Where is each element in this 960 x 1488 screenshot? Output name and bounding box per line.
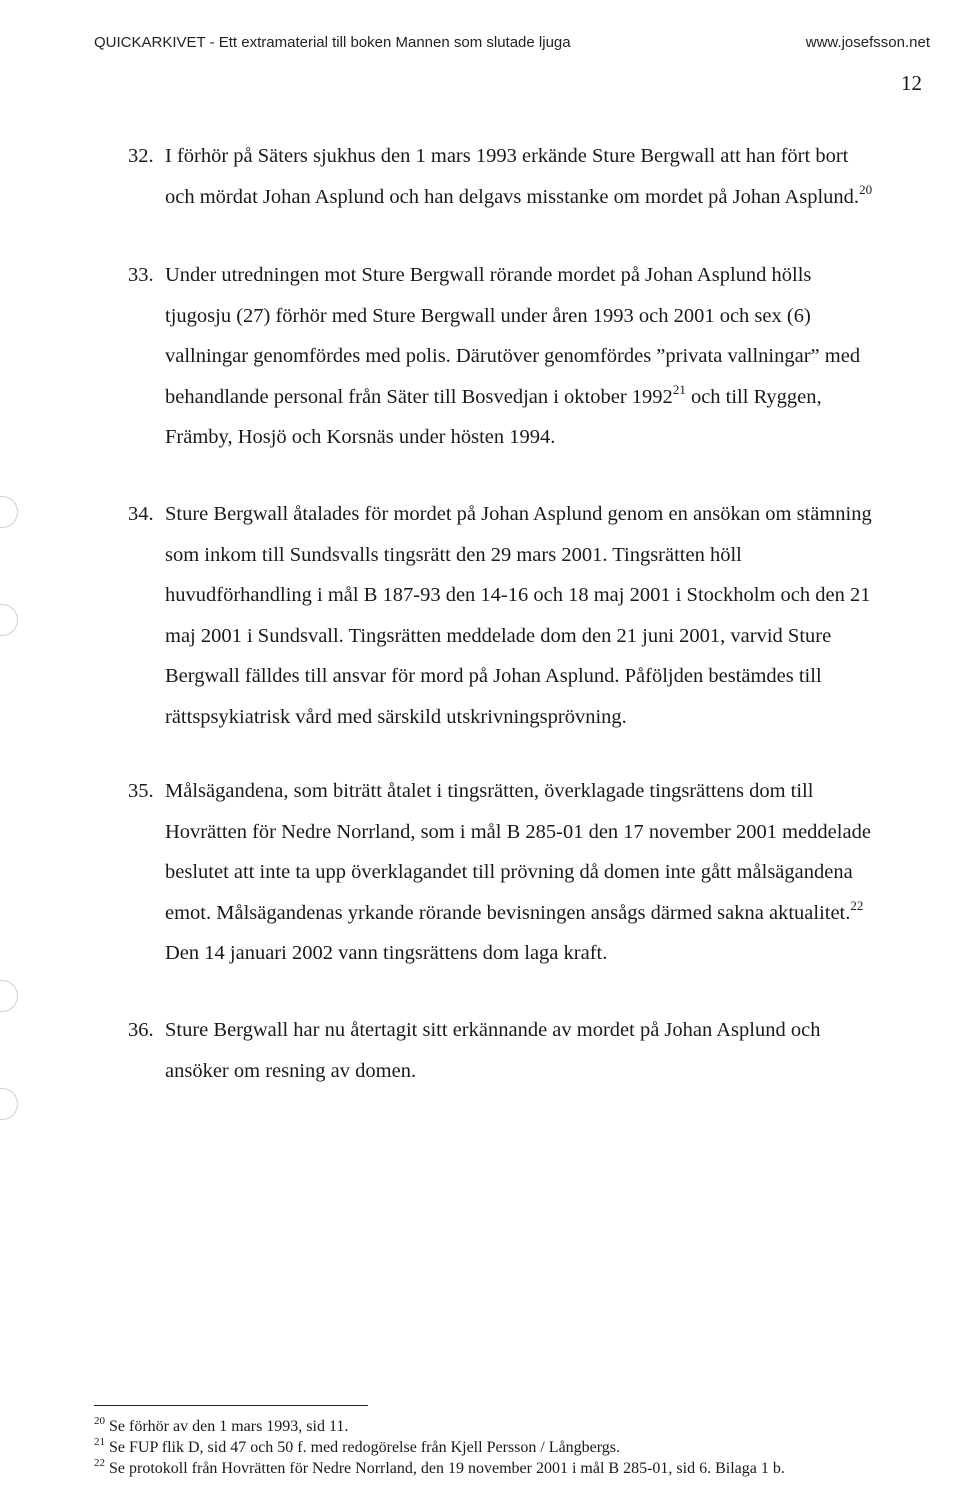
paragraph-number: 32. bbox=[128, 145, 154, 167]
paragraph-34 bbox=[128, 494, 938, 737]
paragraph-line: Främby, Hosjö och Korsnäs under hösten 1994. bbox=[165, 426, 556, 448]
paragraph-line: behandlande personal från Säter till Bosvedjan i oktober 1992 bbox=[165, 385, 673, 408]
paragraph-line: beslutet att inte ta upp överklagandet till prövning då domen inte gått målsägandena bbox=[165, 861, 853, 883]
footnote-21 bbox=[94, 1437, 934, 1458]
binder-hole bbox=[0, 1088, 18, 1120]
footnote-ref: 22 bbox=[850, 897, 864, 913]
paragraph-line-tail: och till Ryggen, bbox=[685, 385, 822, 408]
paragraph-line: vallningar genomfördes med polis. Därutöver genomfördes ”privata vallningar” med bbox=[165, 345, 861, 367]
footnote-ref: 20 bbox=[859, 181, 873, 197]
paragraph-line: emot. Målsägandenas yrkande rörande bevisningen ansågs därmed sakna aktualitet. bbox=[165, 901, 851, 924]
binder-hole bbox=[0, 980, 18, 1012]
footnote-ref: 21 bbox=[672, 381, 686, 397]
paragraph-line: I förhör på Säters sjukhus den 1 mars 1993 erkände Sture Bergwall att han fört bort bbox=[165, 145, 849, 167]
footnote-text: Se protokoll från Hovrätten för Nedre Norrland, den 19 november 2001 i mål B 285-01, sid 6. Bilaga 1 b. bbox=[109, 1460, 785, 1477]
footnotes bbox=[94, 1416, 934, 1479]
binder-hole bbox=[0, 604, 18, 636]
paragraph-line: tjugosju (27) förhör med Sture Bergwall under åren 1993 och 2001 och sex (6) bbox=[165, 304, 811, 327]
paragraph-line: Hovrätten för Nedre Norrland, som i mål B 285-01 den 17 november 2001 meddelade bbox=[165, 820, 871, 843]
paragraph-32 bbox=[128, 136, 938, 217]
paragraph-number: 36. bbox=[128, 1019, 154, 1041]
paragraph-line: maj 2001 i Sundsvall. Tingsrätten meddelade dom den 21 juni 2001, varvid Sture bbox=[165, 624, 832, 647]
header-website: www.josefsson.net bbox=[805, 34, 930, 51]
paragraph-line: ansöker om resning av domen. bbox=[165, 1059, 417, 1082]
paragraph-line: Under utredningen mot Sture Bergwall rörande mordet på Johan Asplund hölls bbox=[165, 264, 812, 286]
paragraph-35 bbox=[128, 771, 938, 974]
paragraph-line: Den 14 januari 2002 vann tingsrättens dom laga kraft. bbox=[165, 942, 608, 964]
paragraph-line: huvudförhandling i mål B 187-93 den 14-16 och 18 maj 2001 i Stockholm och den 21 bbox=[165, 584, 871, 606]
paragraph-line: Målsägandena, som biträtt åtalet i tingsrätten, överklagade tingsrättens dom till bbox=[165, 780, 814, 802]
paragraph-line: Sture Bergwall har nu återtagit sitt erkännande av mordet på Johan Asplund och bbox=[165, 1019, 821, 1041]
footnote-number: 22 bbox=[94, 1457, 105, 1469]
paragraph-number: 35. bbox=[128, 780, 154, 802]
paragraph-line: rättspsykiatrisk vård med särskild utskrivningsprövning. bbox=[165, 705, 627, 728]
footnote-number: 21 bbox=[94, 1436, 105, 1448]
paragraph-36 bbox=[128, 1010, 938, 1091]
footnote-20 bbox=[94, 1416, 934, 1437]
paragraph-line: som inkom till Sundsvalls tingsrätt den 29 mars 2001. Tingsrätten höll bbox=[165, 543, 742, 566]
footnote-separator bbox=[94, 1405, 368, 1406]
page-number: 12 bbox=[901, 71, 922, 95]
binder-hole bbox=[0, 496, 18, 528]
paragraph-line: Bergwall fälldes till ansvar för mord på Johan Asplund. Påföljden bestämdes till bbox=[165, 665, 822, 687]
paragraph-line: Sture Bergwall åtalades för mordet på Johan Asplund genom en ansökan om stämning bbox=[165, 503, 872, 525]
header-title: QUICKARKIVET - Ett extramaterial till boken Mannen som slutade ljuga bbox=[94, 34, 571, 51]
footnote-text: Se FUP flik D, sid 47 och 50 f. med redogörelse från Kjell Persson / Långbergs. bbox=[109, 1439, 621, 1456]
footnote-22 bbox=[94, 1458, 934, 1479]
paragraph-number: 34. bbox=[128, 503, 154, 525]
paragraph-number: 33. bbox=[128, 264, 154, 286]
footnote-text: Se förhör av den 1 mars 1993, sid 11. bbox=[109, 1418, 349, 1435]
footnote-number: 20 bbox=[94, 1415, 105, 1427]
paragraph-line: och mördat Johan Asplund och han delgavs misstanke om mordet på Johan Asplund. bbox=[165, 185, 860, 208]
paragraph-33 bbox=[128, 255, 938, 458]
